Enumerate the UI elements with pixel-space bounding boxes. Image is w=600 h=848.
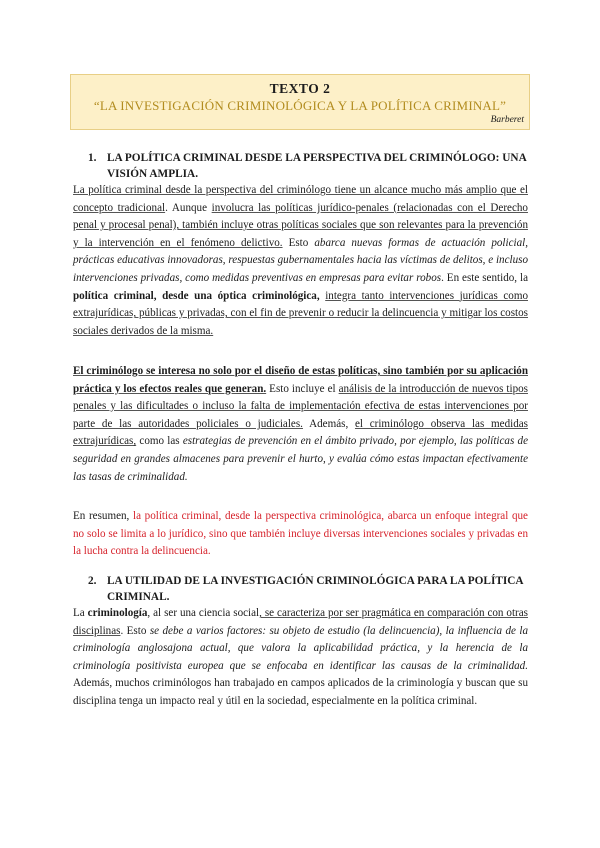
p1-s5: abarca nuevas formas de actuación policial, prácticas educativas innovadoras, respuestas gubernamentales hacia las víctimas de delitos, e incluso intervenciones privadas, como medidas preventivas en empresas para evitar robos bbox=[73, 236, 528, 284]
section-1-heading bbox=[73, 150, 528, 182]
section-1-title: LA POLÍTICA CRIMINAL DESDE LA PERSPECTIVA DEL CRIMINÓLOGO: UNA VISIÓN AMPLIA. bbox=[107, 152, 527, 180]
s2p1-s3: , al ser una ciencia social bbox=[147, 607, 260, 619]
section-1-number: 1. bbox=[88, 152, 97, 164]
section-2-heading bbox=[73, 573, 528, 605]
p1-s3: involucra las políticas jurídico-penales (relacionadas con el Derecho penal y procesal penal), también incluye otras políticas sociales que son relevantes para la prevención y la intervención en el fenómeno delictivo. bbox=[73, 201, 528, 249]
s2p1-s6: se debe a varios factores: su objeto de estudio (la delincuencia), la influencia de la criminología anglosajona actual, que valora la aplicabilidad práctica, y la herencia de la criminología positivista europea que se enfocaba en identificar las causas de la criminalidad. bbox=[73, 624, 528, 672]
section-1-paragraph-3 bbox=[73, 508, 528, 561]
p2-s5: el criminólogo observa las medidas extrajurídicas, bbox=[73, 417, 528, 448]
p2-s2: Esto incluye el bbox=[266, 382, 339, 395]
author-name: Barberet bbox=[490, 115, 524, 125]
p3-s1: En resumen, bbox=[73, 510, 133, 522]
section-2-title: LA UTILIDAD DE LA INVESTIGACIÓN CRIMINOLÓGICA PARA LA POLÍTICA CRIMINAL. bbox=[107, 575, 523, 603]
title-box bbox=[70, 74, 530, 130]
s2p1-s5: . Esto bbox=[120, 624, 150, 637]
s2p1-s1: La bbox=[73, 607, 88, 619]
p2-s7: estrategias de prevención en el ámbito privado, por ejemplo, las políticas de seguridad en grandes almacenes para prevenir el hurto, y evalúa cómo estas impactan efectivamente las tasas de criminalidad. bbox=[73, 435, 528, 483]
s2p1-s4: , se caracteriza por ser pragmática en comparación con otras disciplinas bbox=[73, 607, 528, 637]
section-1-paragraph-2 bbox=[73, 363, 528, 486]
p1-s6: . En este sentido, la bbox=[441, 271, 529, 284]
p1-s4: Esto bbox=[282, 236, 315, 249]
p3-s2: la política criminal, desde la perspectiva criminológica, abarca un enfoque integral que no solo se limita a lo jurídico, sino que también incluye diversas intervenciones sociales y privadas en la lucha contra la delincuencia. bbox=[73, 510, 528, 558]
s2p1-s7: Además, muchos criminólogos han trabajado en campos aplicados de la criminología y buscan que su disciplina tenga un impacto real y útil en la sociedad, especialmente en la política criminal. bbox=[73, 677, 528, 707]
section-2-number: 2. bbox=[88, 575, 97, 587]
section-1-paragraph-1 bbox=[73, 182, 528, 340]
document-subtitle: “LA INVESTIGACIÓN CRIMINOLÓGICA Y LA POLÍTICA CRIMINAL” bbox=[93, 98, 507, 113]
p1-s9: integra tanto intervenciones jurídicas como extrajurídicas, públicas y privadas, con el fin de prevenir o reducir la delincuencia y mitigar los costos sociales derivados de la misma. bbox=[73, 289, 528, 337]
p2-s3: análisis de la introducción de nuevos tipos penales y las dificultades o incluso la falta de implementación efectiva de estas intervenciones por parte de las autoridades policiales o judiciales. bbox=[73, 382, 528, 430]
document-title: TEXTO 2 bbox=[269, 81, 331, 96]
p2-s4: Además, bbox=[302, 417, 355, 430]
p1-s1: La política criminal desde la perspectiva del criminólogo tiene un alcance mucho más amplio que el concepto tradicional bbox=[73, 184, 528, 214]
p1-s2: . Aunque bbox=[165, 201, 212, 214]
p2-s1: El criminólogo se interesa no solo por el diseño de estas políticas, sino también por su aplicación práctica y los efectos reales que generan. bbox=[73, 365, 528, 395]
p1-s7: política criminal, desde una óptica criminológica, bbox=[73, 289, 320, 302]
s2p1-s2: criminología bbox=[87, 607, 148, 619]
p2-s6: como las bbox=[136, 435, 183, 448]
section-2-paragraph-1 bbox=[73, 605, 528, 711]
